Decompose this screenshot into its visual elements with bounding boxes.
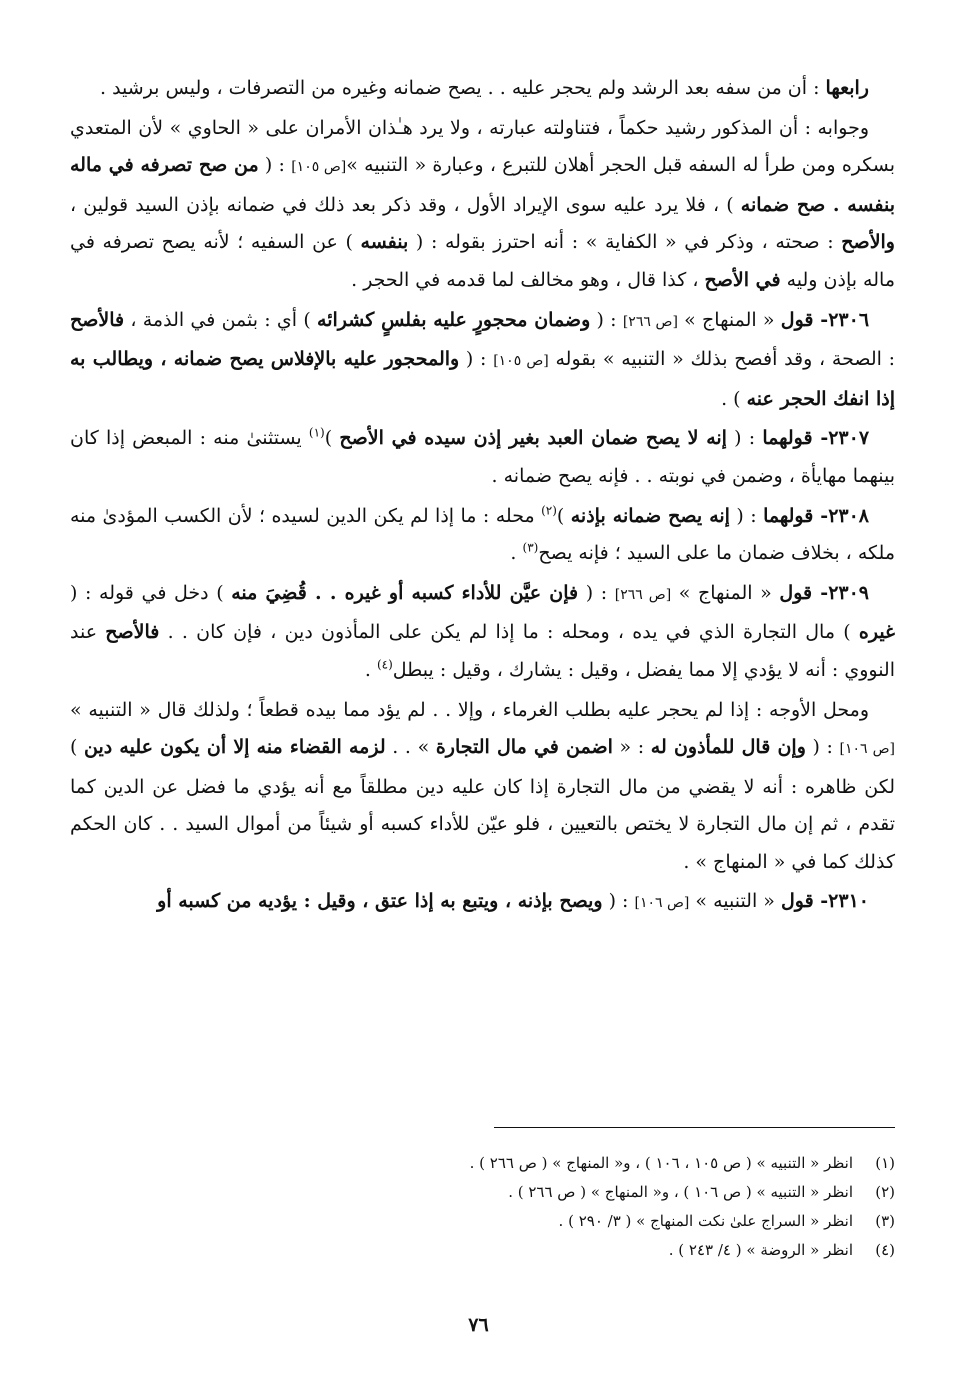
main-text <box>70 70 895 925</box>
text-span: ) . <box>721 387 747 410</box>
bold-text: إنه لا يصح ضمان العبد بغير إذن سيده في الأصح <box>339 427 727 450</box>
text-span: ) مال التجارة الذي في يده ، ومحله : ما إذا لم يكن على المأذون دين ، فإن كان . . <box>159 621 859 644</box>
bold-text: إنه يصح ضمانه بإذنه <box>570 504 730 527</box>
bold-text: في الأصح <box>704 268 781 291</box>
text-span: : الصحة ، وقد أفصح بذلك « التنبيه » بقوله <box>548 348 896 371</box>
paragraph <box>70 575 895 690</box>
text-span: . <box>510 542 523 565</box>
bold-text: غيره <box>858 621 895 644</box>
bold-text: بنفسه <box>360 231 409 254</box>
text-span: : صحته ، وذكر في « الكفاية » : أنه احترز بقوله : ( <box>408 231 842 254</box>
text-span: : ( <box>602 890 635 913</box>
footnote-separator <box>494 1127 895 1128</box>
bold-text: لزمه القضاء منه إلا أن يكون عليه دين <box>84 736 386 759</box>
text-span: ) لكن ظاهره : أنه لا يقضي من مال التجارة إذا كان عليه دين مطلقاً مع أنه يؤدي ما فضل عن الدين كما تقدم ، ثم إن مال التجارة لا يختص بالتعيين ، فلو عيّن للأداء كسبه أو شيئاً من أموال السيد . . كان الحكم كذلك كما في « المنهاج » . <box>70 736 895 873</box>
bold-text: ٢٣٠٦- قول <box>780 308 870 331</box>
page-number: ٧٦ <box>468 1314 489 1336</box>
footnote-text: انظر « السراج علىٰ نكت المنهاج » ( ٣/ ٢٩٠ ) . <box>558 1212 853 1230</box>
footnote-item <box>300 1207 895 1236</box>
footnote-text: انظر « التنبيه » ( ص ١٠٦ ) ، و« المنهاج » ( ص ٢٦٦ ) . <box>508 1183 853 1201</box>
text-span: : « <box>612 736 651 759</box>
footnotes <box>300 1149 895 1265</box>
text-span: ) دخل في قوله : ( <box>70 581 232 604</box>
text-span: « التنبيه » <box>689 890 781 913</box>
text-span: : ( <box>729 504 764 527</box>
text-span: : ( <box>258 154 292 177</box>
bold-text: فإن عيَّن للأداء كسبه أو غيره . . قُضِيَ منه <box>231 581 579 604</box>
footnote-marker: (١) <box>308 426 325 441</box>
text-span: . <box>364 658 377 681</box>
footnote-marker: (٢) <box>541 503 557 518</box>
paragraph <box>70 110 895 300</box>
bold-text: ٢٣١٠- قول <box>780 890 869 913</box>
text-span: : أن من سفه بعد الرشد ولم يحجر عليه . . يصح ضمانه وغيره من التصرفات ، وليس برشيد . <box>99 77 826 99</box>
page-reference: [ص ١٠٦] <box>839 741 895 758</box>
page-reference: [ص ١٠٦] <box>634 895 690 912</box>
footnote-text: انظر « الروضة » ( ٤/ ٢٤٣ ) . <box>668 1241 853 1259</box>
text-span: : ( <box>590 308 623 331</box>
bold-text: فالأصح <box>70 308 125 331</box>
footnote-item <box>300 1178 895 1207</box>
bold-text: والأصح <box>841 231 895 254</box>
page-reference: [ص ٢٦٦] <box>614 586 672 603</box>
text-span: ) ، فلا يرد عليه سوى الإيراد الأول ، وقد ذكر بعد ذلك في ضمانه بإذن السيد قولين ، <box>70 193 741 216</box>
text-span: « المنهاج » <box>671 581 780 604</box>
paragraph <box>70 70 895 108</box>
text-span: « المنهاج » <box>677 308 781 331</box>
bold-text: ٢٣٠٧- قولهما <box>762 427 870 450</box>
bold-text: ٢٣٠٩- قول <box>779 581 870 604</box>
text-span: يستثنىٰ منه : المبعض إذا كان بينهما مهايأة ، وضمن في نوبته . . فإنه يصح ضمانه . <box>70 427 895 487</box>
paragraph <box>70 420 895 495</box>
text-span: ، كذا قال ، وهو مخالف لما قدمه في الحجر . <box>351 268 705 291</box>
text-span: ) <box>556 504 571 527</box>
bold-text: من صح تصرفه في ماله بنفسه . صح ضمانه <box>70 154 895 216</box>
bold-text: والمحجور عليه بالإفلاس يصح ضمانه ، ويطالب به إذا انفك الحجر عنه <box>70 348 895 410</box>
page-reference: [ص ١٠٥] <box>291 159 347 176</box>
bold-text: ٢٣٠٨- قولهما <box>763 504 870 527</box>
bold-text: رابعها <box>825 77 869 99</box>
bold-text: فالأصح <box>105 621 160 644</box>
text-span: ) <box>324 427 340 450</box>
footnote-marker: (٣) <box>522 540 539 555</box>
text-span: ) عن السفيه ؛ لأنه يصح تصرفه في ماله بإذن وليه <box>70 231 895 291</box>
paragraph <box>70 883 895 923</box>
bold-text: وإن قال للمأذون له <box>650 736 806 759</box>
footnote-number: (٣) <box>875 1212 895 1230</box>
text-span: : ( <box>459 348 494 371</box>
text-span: : ( <box>805 736 840 759</box>
text-span: محله : ما إذا لم يكن الدين لسيده ؛ لأن الكسب المؤدىٰ منه ملكه ، بخلاف ضمان ما على السيد ؛ فإنه يصح <box>70 504 895 565</box>
paragraph <box>70 692 895 882</box>
text-span: ) أي : بثمن في الذمة ، <box>124 308 318 331</box>
paragraph <box>70 498 895 573</box>
footnote-item <box>300 1149 895 1178</box>
footnote-marker: (٤) <box>376 657 393 672</box>
text-span: عند النووي : أنه لا يؤدي إلا مما يفضل ، وقيل : يشارك ، وقيل : يبطل <box>70 621 895 681</box>
text-span: : ( <box>578 581 615 604</box>
footnote-number: (٤) <box>875 1241 895 1259</box>
bold-text: اضمن في مال التجارة <box>435 736 613 759</box>
footnote-number: (٢) <box>875 1183 895 1201</box>
bold-text: ويصح بإذنه ، ويتبع به إذا عتق ، وقيل : يؤديه من كسبه أو <box>157 890 603 913</box>
footnote-text: انظر « التنبيه » ( ص ١٠٥ ، ١٠٦ ) ، و« المنهاج » ( ص ٢٦٦ ) . <box>469 1154 853 1172</box>
text-span: » . . <box>385 736 436 759</box>
page-reference: [ص ٢٦٦] <box>622 313 678 330</box>
text-span: وجوابه : أن المذكور رشيد حكماً ، فتناولته عبارته ، ولا يرد هـٰذان الأمران على « الحاوي » لأن المتعدي بسكره ومن طرأ له السفه قبل الحجر أهلان للتبرع ، وعبارة « التنبيه » <box>70 116 895 177</box>
footnote-number: (١) <box>875 1154 895 1172</box>
paragraph <box>70 302 895 419</box>
text-span: ومحل الأوجه : إذا لم يحجر عليه بطلب الغرماء ، وإلا . . لم يؤد مما بيده قطعاً ؛ ولذلك قال « التنبيه » <box>70 698 869 721</box>
bold-text: وضمان محجورٍ عليه بفلسٍ كشرائه <box>317 308 591 331</box>
footnote-item <box>300 1236 895 1265</box>
page-reference: [ص ١٠٥] <box>493 353 549 370</box>
text-span: : ( <box>726 427 763 450</box>
